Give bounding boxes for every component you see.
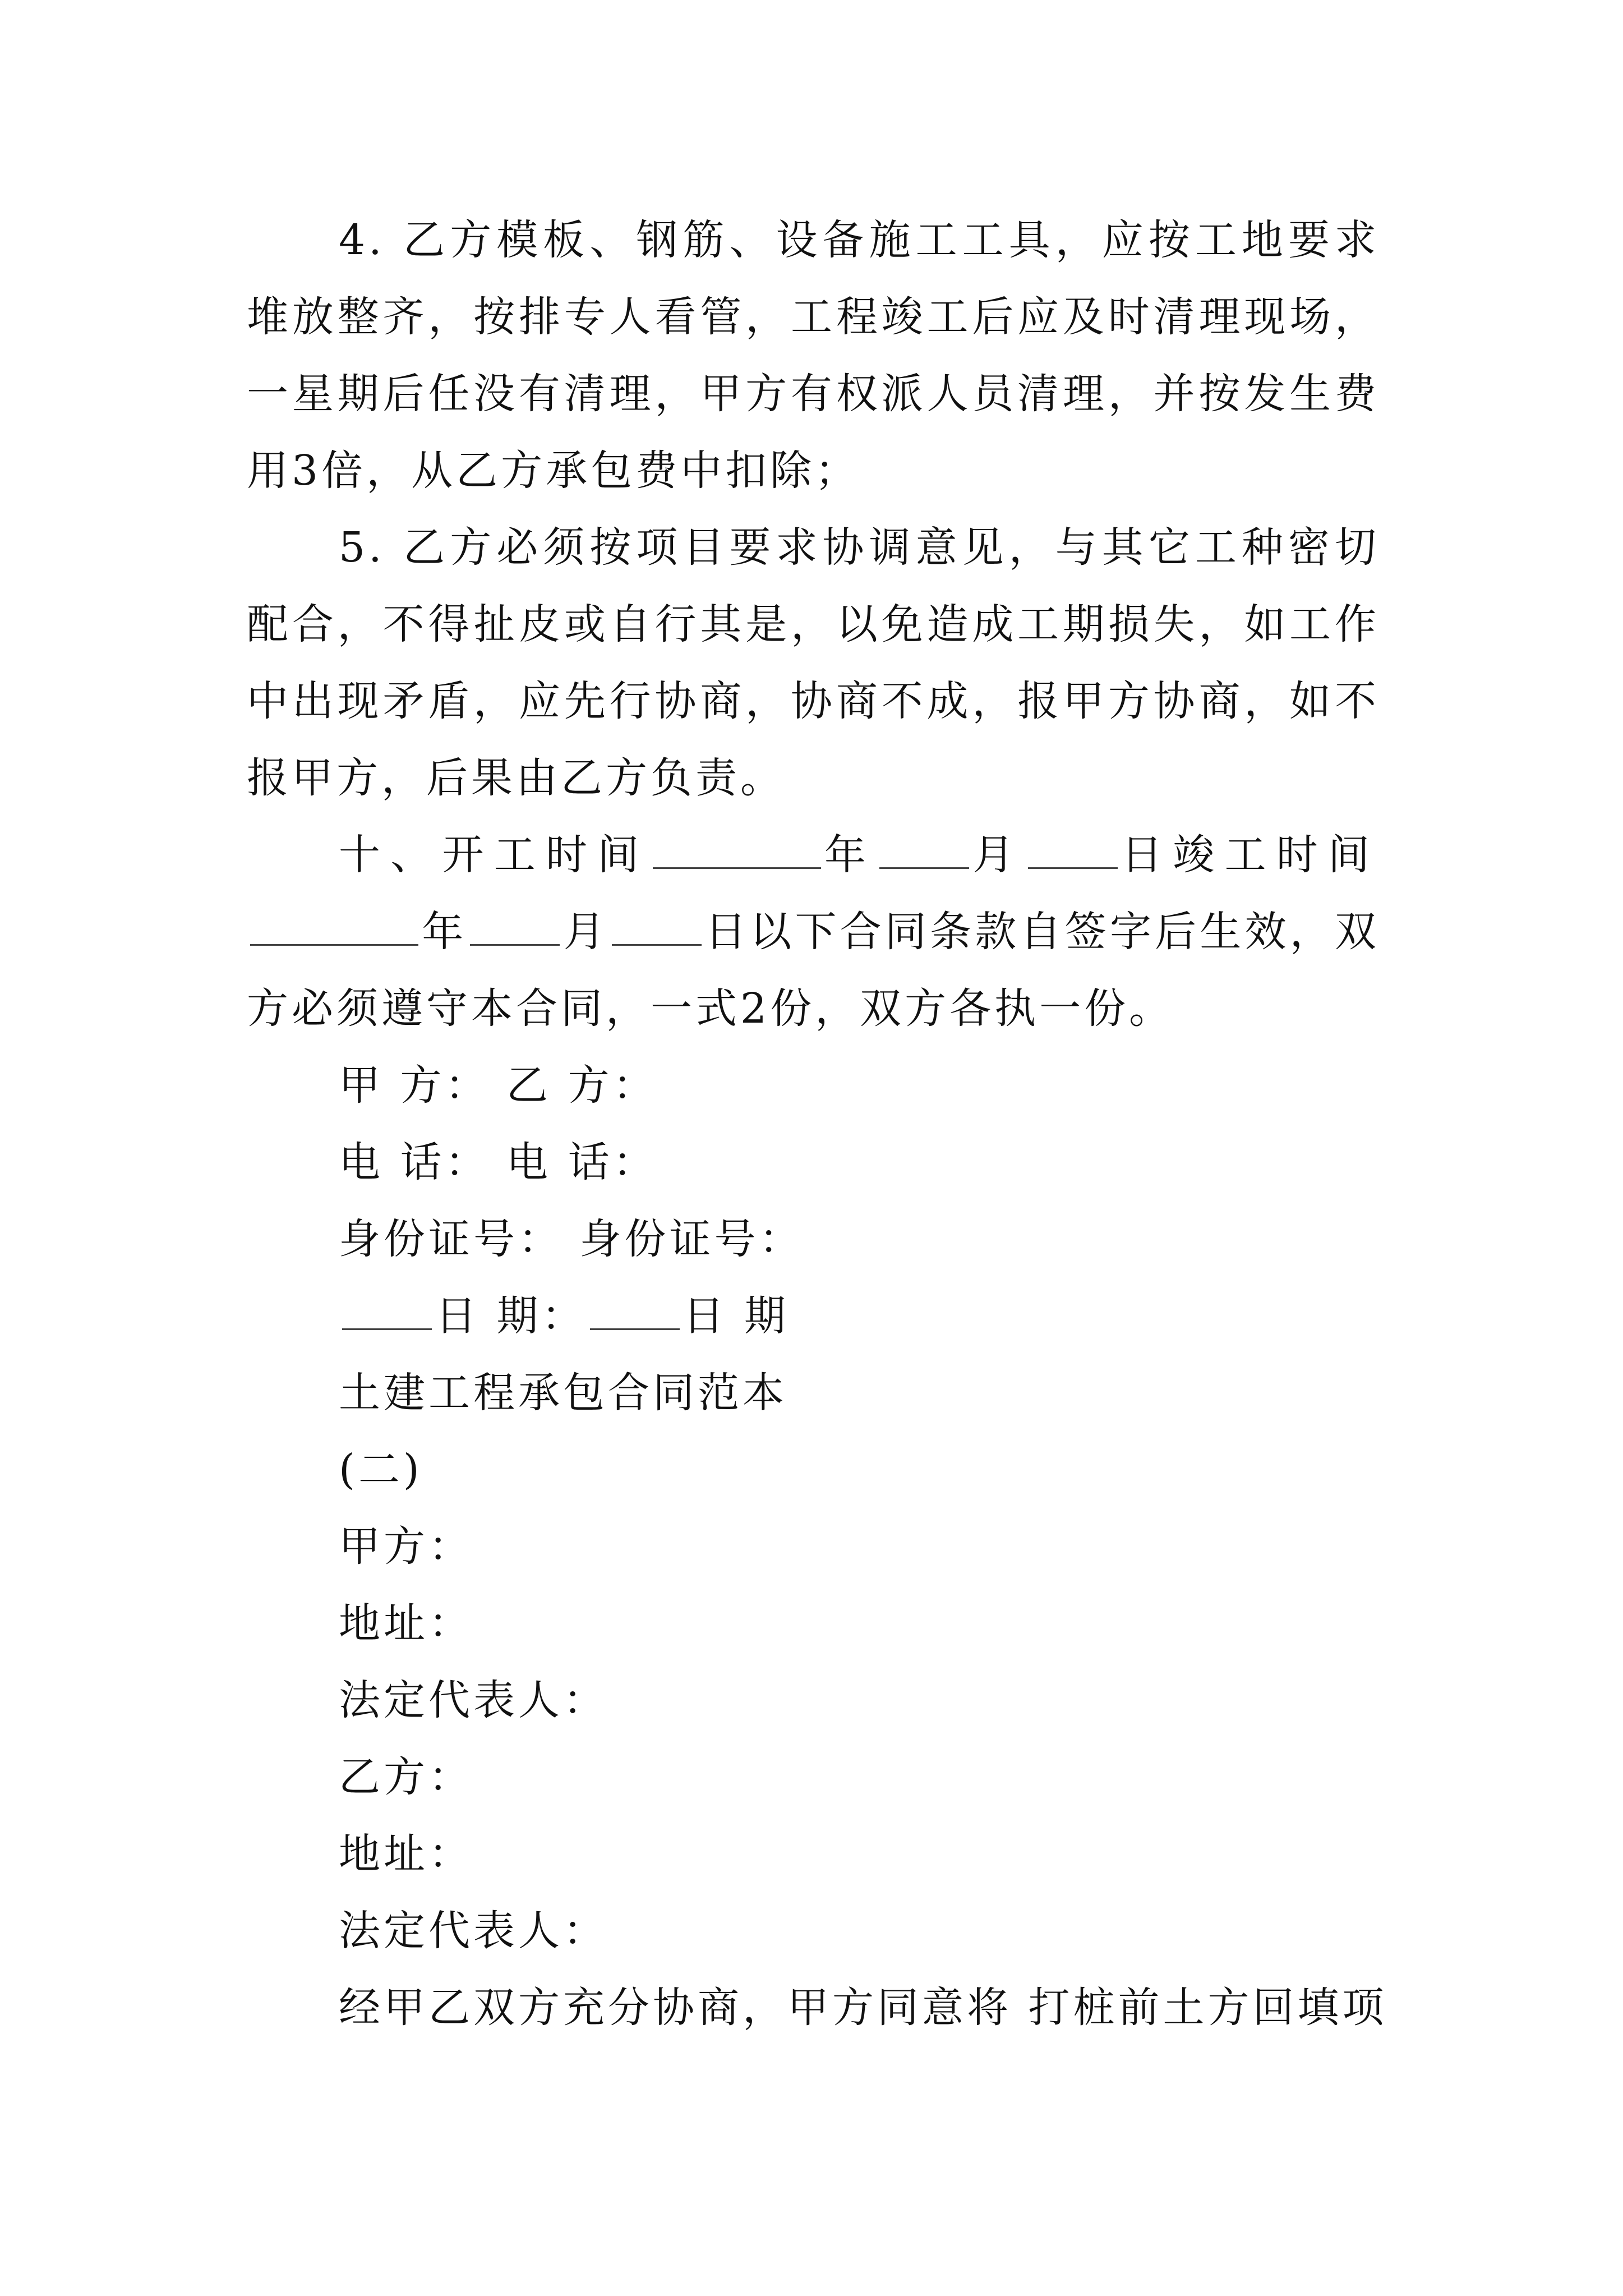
year-label: 年 — [824, 831, 877, 879]
phone-signature-line: 电 话： 电 话： — [339, 1138, 658, 1186]
date-signature-line — [247, 1278, 1380, 1355]
party-signature-line: 甲 方： 乙 方： — [339, 1061, 658, 1110]
document-body — [247, 202, 1387, 2046]
month-label: 月 — [972, 831, 1025, 879]
blank-start-year — [653, 835, 821, 869]
template-title: 土建工程承包合同范本 — [339, 1369, 787, 1417]
id-signature-line: 身份证号： 身份证号： — [339, 1215, 804, 1263]
blank-end-month — [470, 912, 560, 946]
effective-clause: 日以下合同条款自签字后生效，双方必须遵守本合同，一式2份，双方各执一份。 — [247, 908, 1380, 1033]
blank-date-a — [342, 1296, 432, 1330]
agreement-intro: 经甲乙双方充分协商，甲方同意将 打桩前土方回填项 — [339, 1984, 1387, 2032]
template-number: (二) — [339, 1446, 423, 1494]
month-label-2: 月 — [563, 908, 608, 956]
party-b-representative: 法定代表人： — [339, 1907, 608, 1955]
party-a-label: 甲方： — [339, 1522, 473, 1571]
party-b-address: 地址： — [339, 1830, 473, 1878]
start-time-label: 十、开工时间 — [339, 831, 649, 879]
party-b-label: 乙方： — [339, 1753, 473, 1801]
blank-date-b — [590, 1296, 680, 1330]
blank-start-day — [1028, 835, 1118, 869]
completion-time-label: 日竣工时间 — [1121, 831, 1380, 879]
blank-end-day — [612, 912, 702, 946]
schedule-clause — [247, 817, 1380, 1047]
party-a-address: 地址： — [339, 1599, 473, 1648]
clause-5: 5. 乙方必须按项目要求协调意见，与其它工种密切配合，不得扯皮或自行其是，以免造成工期损失，如工作中出现矛盾，应先行协商，协商不成，报甲方协商，如不报甲方，后果由乙方负责。 — [247, 523, 1380, 802]
year-label-2: 年 — [422, 908, 467, 956]
party-a-representative: 法定代表人： — [339, 1676, 608, 1724]
blank-start-month — [879, 835, 969, 869]
date-label-b: 日 期 — [683, 1292, 790, 1340]
date-label-a: 日 期： — [435, 1292, 587, 1340]
blank-end-year — [250, 912, 418, 946]
clause-4: 4. 乙方模板、钢筋、设备施工工具，应按工地要求堆放整齐，按排专人看管，工程竣工后应及时清理现场，一星期后任没有清理，甲方有权派人员清理，并按发生费用3倍，从乙方承包费中扣除； — [247, 216, 1380, 495]
